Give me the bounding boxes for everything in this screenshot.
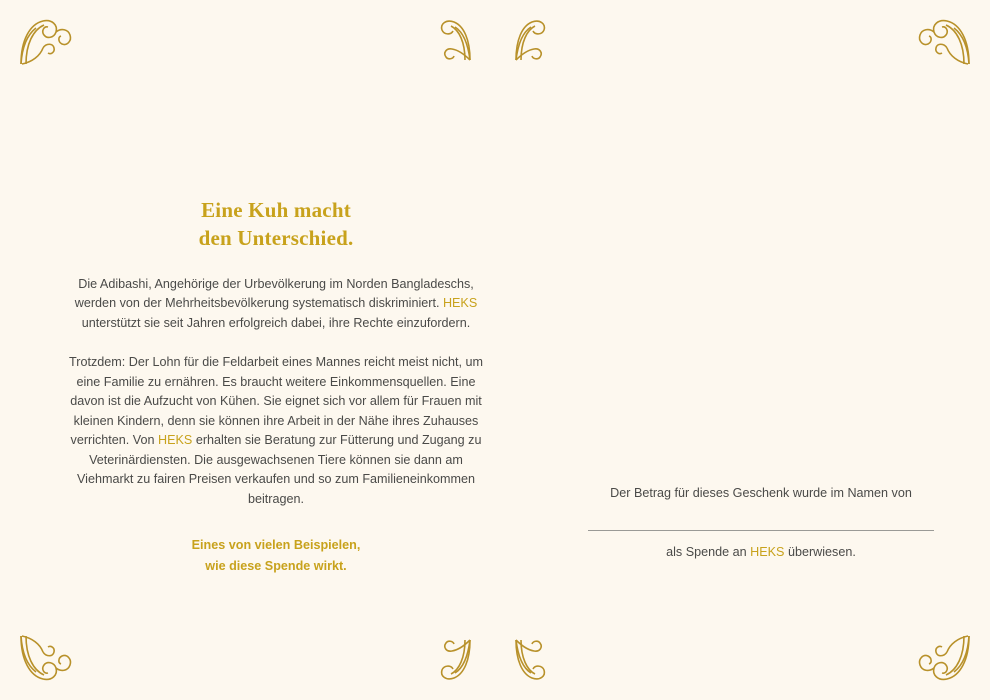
paragraph-body-part-1: Trotzdem: Der Lohn für die Feldarbeit eines Mannes reicht meist nicht, um eine Familie zu ernähren. Es braucht weitere Einkommensquellen. Eine davon ist die Aufzucht von Kühen. Sie eignet sich vor allem für Frauen mit kleinen Kindern, denn sie können ihre Arbeit in der Nähe ihres Zuhauses verrichten. Von [69, 355, 483, 448]
flourish-ornament-bottom-center-right [506, 636, 550, 686]
headline-line-2: den Unterschied. [198, 226, 354, 251]
closing-statement [66, 535, 486, 575]
donation-note-part-2: überwiesen. [784, 544, 856, 559]
signature-line [588, 530, 934, 531]
donation-note-top-line: Der Betrag für dieses Geschenk wurde im Namen von [610, 486, 912, 500]
story-column [66, 196, 486, 576]
paragraph-intro-part-1: Die Adibashi, Angehörige der Urbevölkerung im Norden Bangladeschs, werden von der Mehrheitsbevölkerung systematisch diskriminiert. [74, 276, 474, 311]
donation-note [566, 484, 956, 562]
donation-note-part-1: als Spende an [666, 544, 751, 559]
headline-line-1: Eine Kuh macht [201, 198, 351, 222]
paragraph-intro [66, 275, 486, 334]
flourish-ornament-bottom-left [16, 630, 74, 686]
paragraph-body-part-2: erhalten sie Beratung zur Fütterung und Zugang zu Veterinärdiensten. Die ausgewachsenen Tiere können sie dann am Viehmarkt zu fairen Preisen verkaufen und so zum Familieneinkommen beitragen. [76, 433, 482, 506]
brand-name-heks: HEKS [750, 544, 785, 559]
donation-note-bottom-line [566, 543, 956, 563]
flourish-ornament-top-center-left [436, 14, 480, 64]
flourish-ornament-bottom-center-left [436, 636, 480, 686]
brand-name-heks: HEKS [442, 296, 478, 311]
paragraph-body [66, 353, 486, 509]
flourish-ornament-bottom-right [916, 630, 974, 686]
flourish-ornament-top-left [16, 14, 74, 70]
brand-name-heks: HEKS [158, 433, 193, 448]
certificate-card [6, 6, 984, 694]
closing-line-2: wie diese Spende wirkt. [205, 558, 347, 573]
flourish-ornament-top-right [916, 14, 974, 70]
paragraph-intro-part-2: unterstützt sie seit Jahren erfolgreich dabei, ihre Rechte einzufordern. [81, 315, 471, 330]
flourish-ornament-top-center-right [506, 14, 550, 64]
page-title [66, 196, 486, 253]
closing-line-1: Eines von vielen Beispielen, [191, 538, 361, 553]
